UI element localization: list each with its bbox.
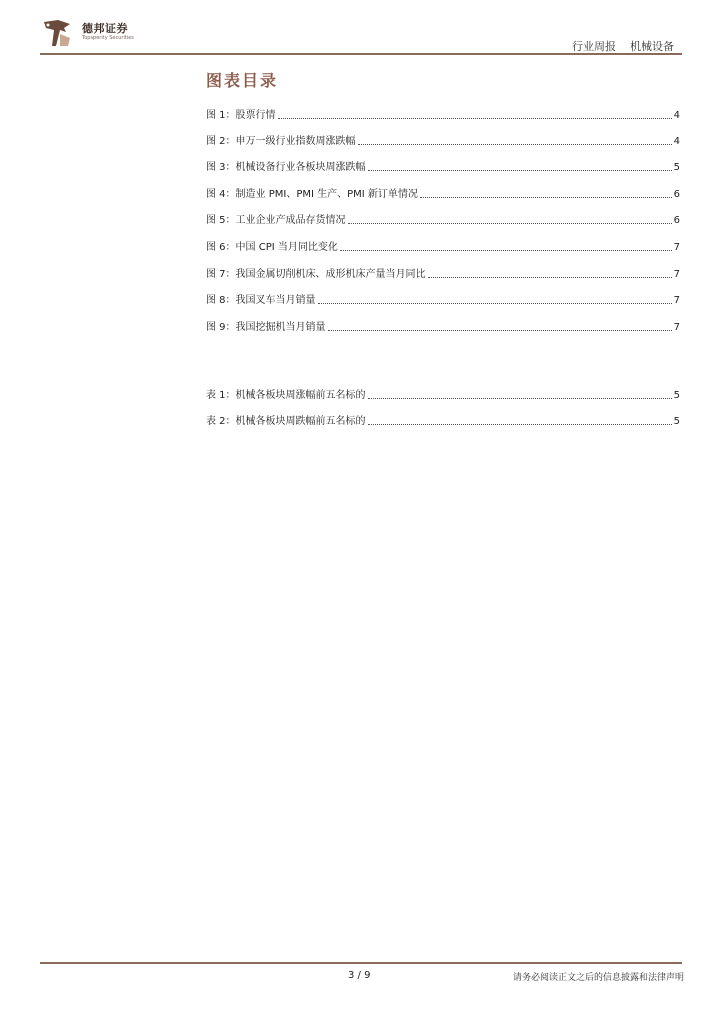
toc-title: 图表目录 — [206, 71, 279, 90]
toc-entry-figure-5[interactable] — [206, 213, 680, 227]
toc-entry-label: 表 1：机械各板块周涨幅前五名标的 — [206, 390, 366, 401]
toc-leader-dots — [428, 276, 672, 278]
toc-entry-figure-7[interactable] — [206, 267, 680, 281]
toc-entry-page: 5 — [673, 416, 680, 427]
toc-entry-page: 7 — [673, 242, 680, 253]
toc-entry-page: 6 — [673, 215, 680, 226]
toc-leader-dots — [318, 302, 672, 304]
toc-leader-dots — [348, 222, 672, 224]
toc-entry-table-2[interactable] — [206, 414, 680, 428]
toc-leader-dots — [340, 249, 672, 251]
topsperity-logo-icon — [40, 16, 74, 50]
toc-entry-label: 图 4：制造业 PMI、PMI 生产、PMI 新订单情况 — [206, 189, 418, 200]
toc-leader-dots — [368, 169, 672, 171]
toc-leader-dots — [358, 143, 672, 145]
logo-chinese-text: 德邦证券 — [82, 22, 128, 35]
toc-entry-figure-1[interactable] — [206, 108, 680, 122]
industry-name: 机械设备 — [630, 40, 674, 53]
legal-disclaimer: 请务必阅读正文之后的信息披露和法律声明 — [512, 973, 684, 983]
toc-entry-page: 7 — [673, 295, 680, 306]
toc-entry-page: 7 — [673, 322, 680, 333]
toc-leader-dots — [328, 329, 672, 331]
toc-entry-label: 图 8：我国叉车当月销量 — [206, 295, 316, 306]
toc-entry-label: 图 6：中国 CPI 当月同比变化 — [206, 242, 338, 253]
logo-english-text: Topsperity Securities — [82, 35, 134, 41]
toc-leader-dots — [368, 397, 672, 399]
toc-entry-page: 4 — [673, 136, 680, 147]
toc-leader-dots — [420, 196, 672, 198]
header-divider — [40, 53, 682, 55]
header-report-info — [572, 38, 674, 54]
page-number: 3 / 9 — [348, 970, 371, 981]
toc-entry-label: 图 2：申万一级行业指数周涨跌幅 — [206, 136, 356, 147]
toc-entry-label: 表 2：机械各板块周跌幅前五名标的 — [206, 416, 366, 427]
page-header — [0, 0, 724, 60]
toc-entry-page: 5 — [673, 390, 680, 401]
toc-entry-page: 6 — [673, 189, 680, 200]
toc-leader-dots — [278, 117, 672, 119]
toc-entry-label: 图 5：工业企业产成品存货情况 — [206, 215, 346, 226]
report-type: 行业周报 — [572, 40, 616, 53]
toc-entry-label: 图 9：我国挖掘机当月销量 — [206, 322, 326, 333]
toc-entry-label: 图 1：股票行情 — [206, 110, 276, 121]
toc-entry-figure-9[interactable] — [206, 320, 680, 334]
toc-entry-figure-2[interactable] — [206, 134, 680, 148]
toc-entry-figure-6[interactable] — [206, 240, 680, 254]
toc-entry-figure-8[interactable] — [206, 293, 680, 307]
toc-entry-page: 7 — [673, 269, 680, 280]
toc-entry-page: 4 — [673, 110, 680, 121]
toc-entry-page: 5 — [673, 162, 680, 173]
footer-divider — [40, 962, 682, 964]
toc-entry-figure-3[interactable] — [206, 160, 680, 174]
toc-entry-label: 图 7：我国金属切削机床、成形机床产量当月同比 — [206, 269, 426, 280]
toc-leader-dots — [368, 423, 672, 425]
toc-entry-table-1[interactable] — [206, 388, 680, 402]
toc-entry-figure-4[interactable] — [206, 187, 680, 201]
company-logo — [40, 16, 150, 50]
toc-entry-label: 图 3：机械设备行业各板块周涨跌幅 — [206, 162, 366, 173]
